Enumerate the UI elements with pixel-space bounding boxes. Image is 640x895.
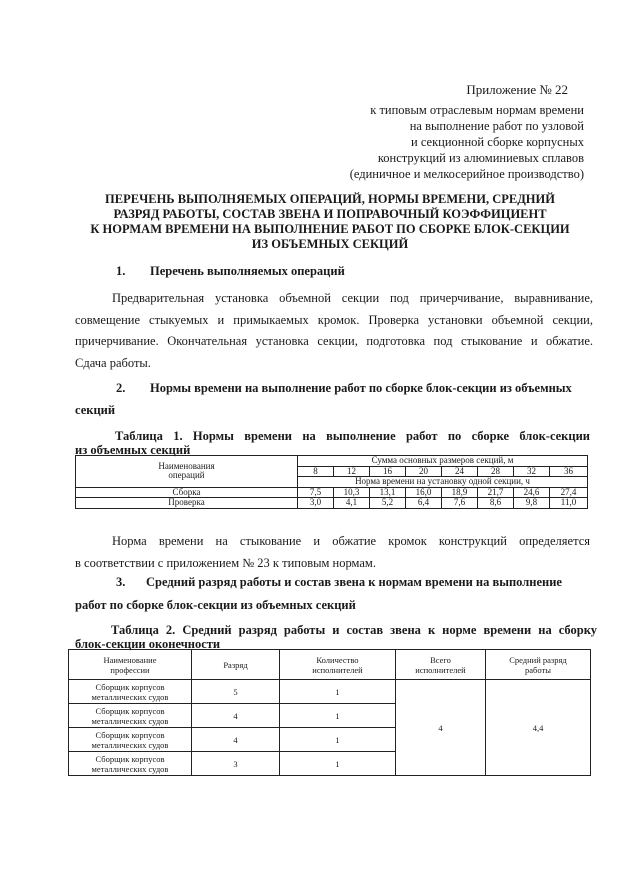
total-column-header: Всего исполнителей [396,650,486,680]
section-3-heading-cont: работ по сборке блок-секции из объемных секций [75,598,356,612]
paragraph-line: Норма времени на стыкование и обжатие кромок конструкций определяется [112,534,590,548]
section-1-paragraph [75,288,593,374]
operation-name: Проверка [76,498,298,509]
size-header: 24 [442,466,478,477]
table-2-caption [75,623,597,651]
reference-line: конструкций из алюминиевых сплавов [377,151,584,165]
time-value: 13,1 [370,487,406,498]
table-2-team-composition [68,649,591,776]
section-2-heading-cont: секций [75,403,116,417]
count-value: 1 [280,704,396,728]
grade-value: 3 [192,752,280,776]
time-value: 16,0 [406,487,442,498]
title-line: ПЕРЕЧЕНЬ ВЫПОЛНЯЕМЫХ ОПЕРАЦИЙ, НОРМЫ ВРЕМЕНИ, СРЕДНИЙ [105,192,555,206]
time-value: 6,4 [406,498,442,509]
reference-line: на выполнение работ по узловой [409,119,584,133]
section-2-number: 2. [116,381,126,395]
size-header: 32 [514,466,550,477]
total-executors: 4 [396,680,486,776]
table-row [76,498,588,509]
profession-name: Сборщик корпусов металлических судов [69,680,192,704]
section-3-heading: Средний разряд работы и состав звена к нормам времени на выполнение [146,575,562,589]
operation-name: Сборка [76,487,298,498]
count-value: 1 [280,728,396,752]
reference-line: к типовым отраслевым нормам времени [370,103,584,117]
grade-value: 4 [192,704,280,728]
grade-value: 5 [192,680,280,704]
appendix-number: Приложение № 22 [466,82,568,97]
table-row [69,680,591,704]
time-norm-subheader: Норма времени на установку одной секции, ч [298,477,588,488]
time-value: 27,4 [550,487,588,498]
size-header: 8 [298,466,334,477]
table-1-caption [75,429,590,457]
profession-name: Сборщик корпусов металлических судов [69,752,192,776]
profession-name: Сборщик корпусов металлических судов [69,728,192,752]
time-value: 21,7 [478,487,514,498]
size-header: 12 [334,466,370,477]
avg-grade-column-header: Средний разряд работы [486,650,591,680]
operations-column-header: Наименования операций [76,456,298,488]
grade-column-header: Разряд [192,650,280,680]
caption-line: из объемных секций [75,443,191,457]
reference-line: и секционной сборке корпусных [411,135,584,149]
time-value: 3,0 [298,498,334,509]
time-value: 5,2 [370,498,406,509]
title-line: К НОРМАМ ВРЕМЕНИ НА ВЫПОЛНЕНИЕ РАБОТ ПО СБОРКЕ БЛОК-СЕКЦИИ [90,222,570,236]
caption-line: Таблица 1. Нормы времени на выполнение работ по сборке блок-секции [115,429,590,443]
section-1-number: 1. [116,264,126,278]
caption-line: Таблица 2. Средний разряд работы и состав звена к норме времени на сборку [111,623,597,637]
size-header: 16 [370,466,406,477]
caption-line: блок-секции оконечности [75,637,221,651]
time-value: 10,3 [334,487,370,498]
time-value: 4,1 [334,498,370,509]
section-3-number: 3. [116,575,126,589]
section-2-heading: Нормы времени на выполнение работ по сборке блок-секции из объемных [150,381,572,395]
time-value: 18,9 [442,487,478,498]
sizes-group-header: Сумма основных размеров секций, м [298,456,588,467]
title-line: РАЗРЯД РАБОТЫ, СОСТАВ ЗВЕНА И ПОПРАВОЧНЫЙ КОЭФФИЦИЕНТ [113,207,547,221]
count-column-header: Количество исполнителей [280,650,396,680]
title-line: ИЗ ОБЪЕМНЫХ СЕКЦИЙ [251,237,409,251]
table-1-time-norms [75,455,588,509]
paragraph-line: совмещение стыкуемых и примыкаемых кромок. Проверка установки объемной секции, [75,312,593,327]
paragraph-line: Сдача работы. [75,355,151,370]
time-value: 7,6 [442,498,478,509]
size-header: 28 [478,466,514,477]
time-value: 8,6 [478,498,514,509]
profession-column-header: Наименование профессии [69,650,192,680]
size-header: 36 [550,466,588,477]
average-grade: 4,4 [486,680,591,776]
table-row [76,487,588,498]
grade-value: 4 [192,728,280,752]
count-value: 1 [280,680,396,704]
appendix-reference [304,102,584,182]
time-value: 11,0 [550,498,588,509]
time-value: 7,5 [298,487,334,498]
size-header: 20 [406,466,442,477]
reference-line: (единичное и мелкосерийное производство) [349,167,584,181]
time-value: 9,8 [514,498,550,509]
profession-name: Сборщик корпусов металлических судов [69,704,192,728]
paragraph-line: причерчивание. Окончательная установка секции, подготовка под стыкование и обжатие. [75,334,593,348]
paragraph-line: в соответствии с приложением № 23 к типовым нормам. [75,555,376,570]
document-title [60,192,600,252]
paragraph-line: Предварительная установка объемной секции под причерчивание, выравнивание, [112,291,593,305]
note-paragraph [75,531,590,574]
count-value: 1 [280,752,396,776]
time-value: 24,6 [514,487,550,498]
section-1-heading: Перечень выполняемых операций [150,264,345,278]
